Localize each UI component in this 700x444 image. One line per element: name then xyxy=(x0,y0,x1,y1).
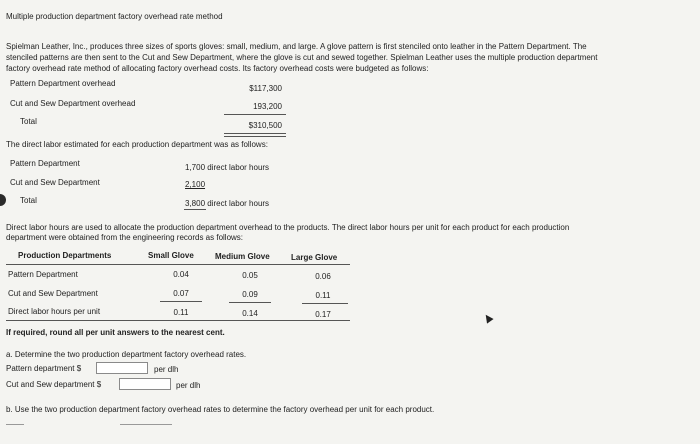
pattern-rate-input[interactable] xyxy=(96,362,148,374)
dl-label: Pattern Department xyxy=(10,159,80,168)
small-glove-cell: 0.11 xyxy=(173,308,189,317)
large-glove-cell: 0.06 xyxy=(315,272,331,281)
overhead-value: 193,200 xyxy=(253,102,282,111)
part-b-prompt: b. Use the two production department factory overhead rates to determine the factory overhead per unit for each product. xyxy=(6,405,435,414)
large-glove-cell: 0.17 xyxy=(315,310,331,319)
double-rule xyxy=(184,209,206,210)
cut-unit-label: per dlh xyxy=(176,381,201,390)
dl-label: Total xyxy=(20,196,37,205)
part-a-prompt: a. Determine the two production department factory overhead rates. xyxy=(6,350,247,359)
large-glove-cell: 0.11 xyxy=(315,291,331,300)
table-edge xyxy=(120,424,172,425)
footer-rule xyxy=(6,320,350,321)
dl-value: 3,800 direct labor hours xyxy=(185,199,270,208)
pattern-unit-label: per dlh xyxy=(154,365,179,374)
medium-glove-cell: 0.09 xyxy=(242,290,258,299)
small-glove-cell: 0.04 xyxy=(173,270,189,279)
medium-glove-cell: 0.05 xyxy=(242,271,258,280)
allocation-line-2: department were obtained from the engineering records as follows: xyxy=(6,233,244,242)
intro-line-3: factory overhead rate method of allocating factory overhead costs. Its factory overhead costs were budgeted as follows: xyxy=(6,64,429,73)
row-label: Direct labor hours per unit xyxy=(8,307,101,316)
small-glove-cell: 0.07 xyxy=(173,289,189,298)
double-rule xyxy=(224,133,286,137)
overhead-label: Pattern Department overhead xyxy=(10,79,116,88)
header-rule xyxy=(6,264,350,265)
medium-glove-cell: 0.14 xyxy=(242,309,258,318)
intro-line-2: stenciled patterns are then sent to the Cut and Sew Department, where the glove is cut and sewed together. Spielman Leather uses the multiple production department xyxy=(6,53,598,62)
mouse-cursor-icon xyxy=(482,312,493,323)
table-header: Production Departments xyxy=(18,251,112,260)
cut-sew-rate-input[interactable] xyxy=(119,378,171,390)
partial-circle-icon xyxy=(0,194,6,206)
total-rule xyxy=(224,114,286,115)
overhead-value: $310,500 xyxy=(248,121,282,130)
table-header: Medium Glove xyxy=(215,252,270,261)
table-header: Small Glove xyxy=(148,251,194,260)
dl-value: 1,700 direct labor hours xyxy=(185,163,270,172)
page-title: Multiple production department factory overhead rate method xyxy=(6,12,223,21)
subtotal-rule xyxy=(229,302,271,303)
intro-line-1: Spielman Leather, Inc., produces three sizes of sports gloves: small, medium, and large. A glove pattern is first stenciled onto leather in the Pattern Department. The xyxy=(6,42,587,51)
table-edge xyxy=(6,424,24,425)
dl-value: 2,100 xyxy=(185,180,206,189)
subtotal-rule xyxy=(160,301,202,302)
row-label: Cut and Sew Department xyxy=(8,289,98,298)
allocation-line-1: Direct labor hours are used to allocate the production department overhead to the products. The direct labor hours per unit for each product for each production xyxy=(6,223,570,232)
row-label: Pattern Department xyxy=(8,270,78,279)
overhead-label: Total xyxy=(20,117,37,126)
overhead-value: $117,300 xyxy=(249,84,282,93)
cut-dept-label: Cut and Sew department $ xyxy=(6,380,102,389)
rounding-note: If required, round all per unit answers to the nearest cent. xyxy=(6,328,225,337)
pattern-dept-label: Pattern department $ xyxy=(6,364,82,373)
overhead-label: Cut and Sew Department overhead xyxy=(10,99,136,108)
table-header: Large Glove xyxy=(291,253,338,262)
direct-labor-intro: The direct labor estimated for each production department was as follows: xyxy=(6,140,268,149)
dl-label: Cut and Sew Department xyxy=(10,178,100,187)
subtotal-rule xyxy=(302,303,348,304)
